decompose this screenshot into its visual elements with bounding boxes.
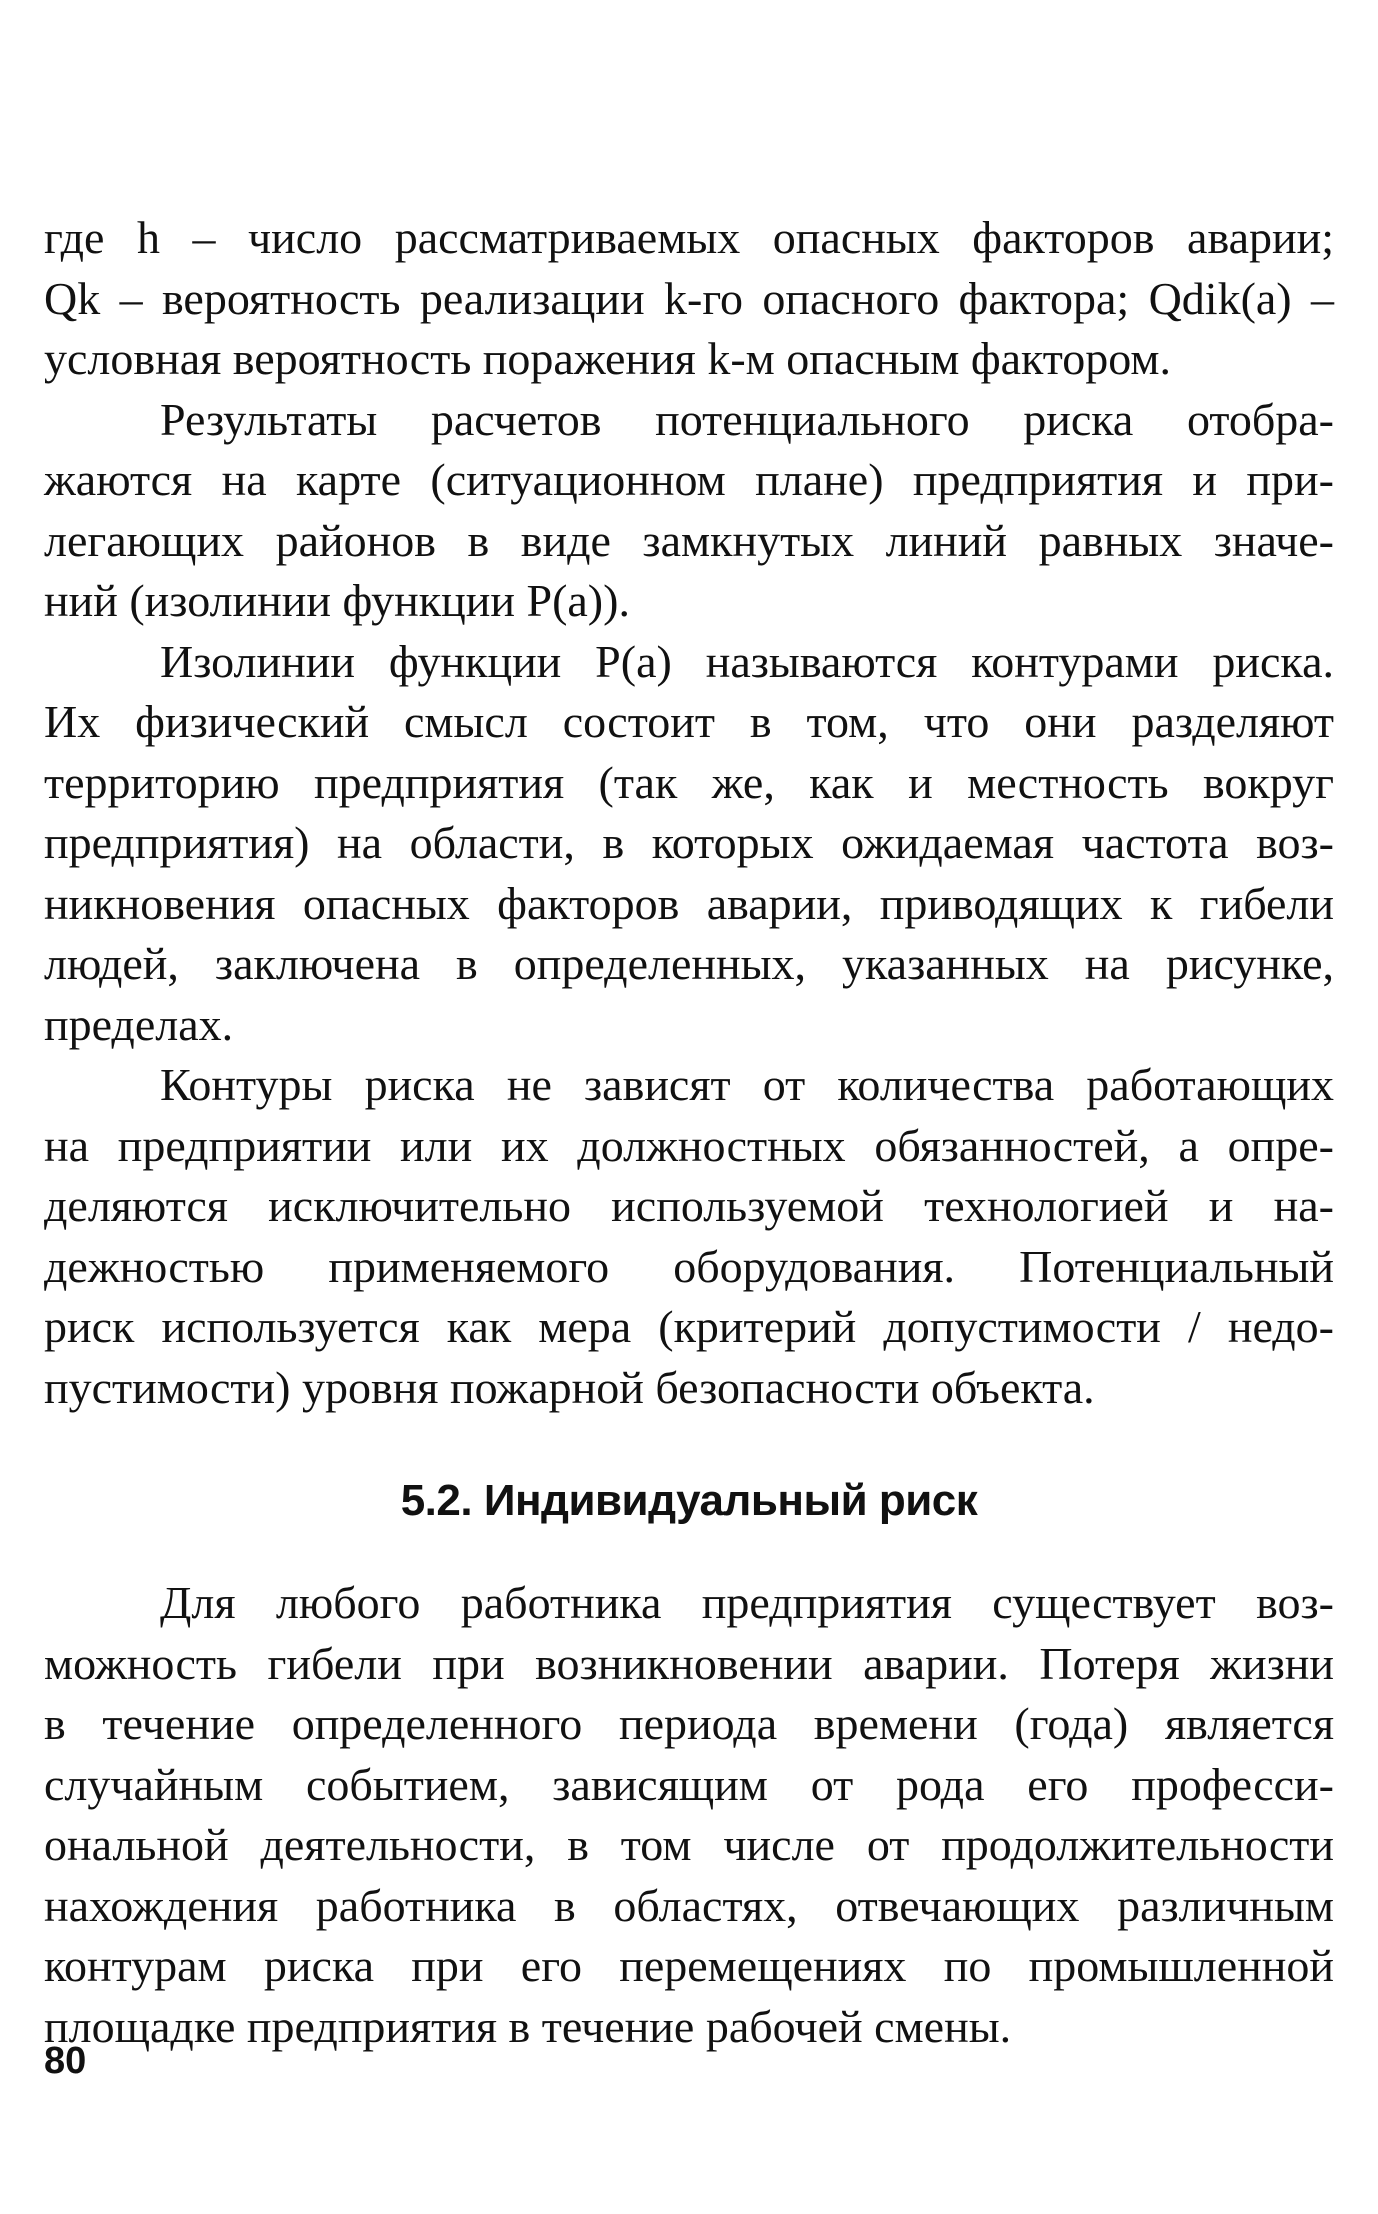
text-line: дежностью применяемого оборудования. Потенциальный xyxy=(44,1240,1334,1292)
paragraph-3 xyxy=(44,632,1334,1056)
text-line: деляются исключительно используемой технологией и на- xyxy=(44,1180,1334,1231)
text-line: риск используется как мера (критерий допустимости / недо- xyxy=(44,1301,1334,1352)
text-line: Контуры риска не зависят от количества работающих xyxy=(160,1059,1334,1110)
paragraph-4 xyxy=(44,1055,1334,1418)
page-number: 80 xyxy=(44,2040,87,2082)
text-line: предприятия) на области, в которых ожидаемая частота воз- xyxy=(44,817,1334,868)
text-line: случайным событием, зависящим от рода его професси- xyxy=(44,1758,1334,1810)
text-line: никновения опасных факторов аварии, приводящих к гибели xyxy=(44,877,1334,929)
text-line: Их физический смысл состоит в том, что они разделяют xyxy=(44,696,1334,747)
text-line: легающих районов в виде замкнутых линий равных значе- xyxy=(44,514,1334,566)
text-line: площадке предприятия в течение рабочей смены. xyxy=(44,2000,1012,2052)
text-line: пустимости) уровня пожарной безопасности объекта. xyxy=(44,1361,1095,1413)
text-line: условная вероятность поражения k-м опасным фактором. xyxy=(44,333,1172,384)
text-line: на предприятии или их должностных обязанностей, а опре- xyxy=(44,1119,1334,1171)
text-line: людей, заключена в определенных, указанных на рисунке, xyxy=(44,938,1334,989)
section-heading: 5.2. Индивидуальный риск xyxy=(400,1476,978,1525)
paragraph-1 xyxy=(44,208,1334,390)
text-line: ний (изолинии функции P(a)). xyxy=(44,575,630,626)
text-line: пределах. xyxy=(44,998,234,1050)
text-line: в течение определенного периода времени (года) является xyxy=(44,1698,1334,1749)
text-line: можность гибели при возникновении аварии. Потеря жизни xyxy=(44,1637,1334,1689)
text-line: контурам риска при его перемещениях по промышленной xyxy=(44,1940,1334,1991)
paragraph-2 xyxy=(44,390,1334,632)
paragraph-5 xyxy=(44,1573,1334,2057)
text-line: жаются на карте (ситуационном плане) предприятия и при- xyxy=(44,454,1334,505)
text-line: территорию предприятия (так же, как и местность вокруг xyxy=(44,756,1334,808)
text-line: нахождения работника в областях, отвечающих различным xyxy=(44,1879,1334,1931)
text-line: Qk – вероятность реализации k-го опасного фактора; Qdik(a) – xyxy=(44,272,1334,324)
page-body xyxy=(44,208,1334,2057)
text-line: Изолинии функции P(a) называются контурами риска. xyxy=(160,635,1334,687)
text-line: где h – число рассматриваемых опасных факторов аварии; xyxy=(44,212,1334,263)
text-line: Результаты расчетов потенциального риска отобра- xyxy=(160,393,1334,445)
text-line: Для любого работника предприятия существует воз- xyxy=(160,1577,1334,1628)
text-line: ональной деятельности, в том числе от продолжительности xyxy=(44,1819,1334,1870)
